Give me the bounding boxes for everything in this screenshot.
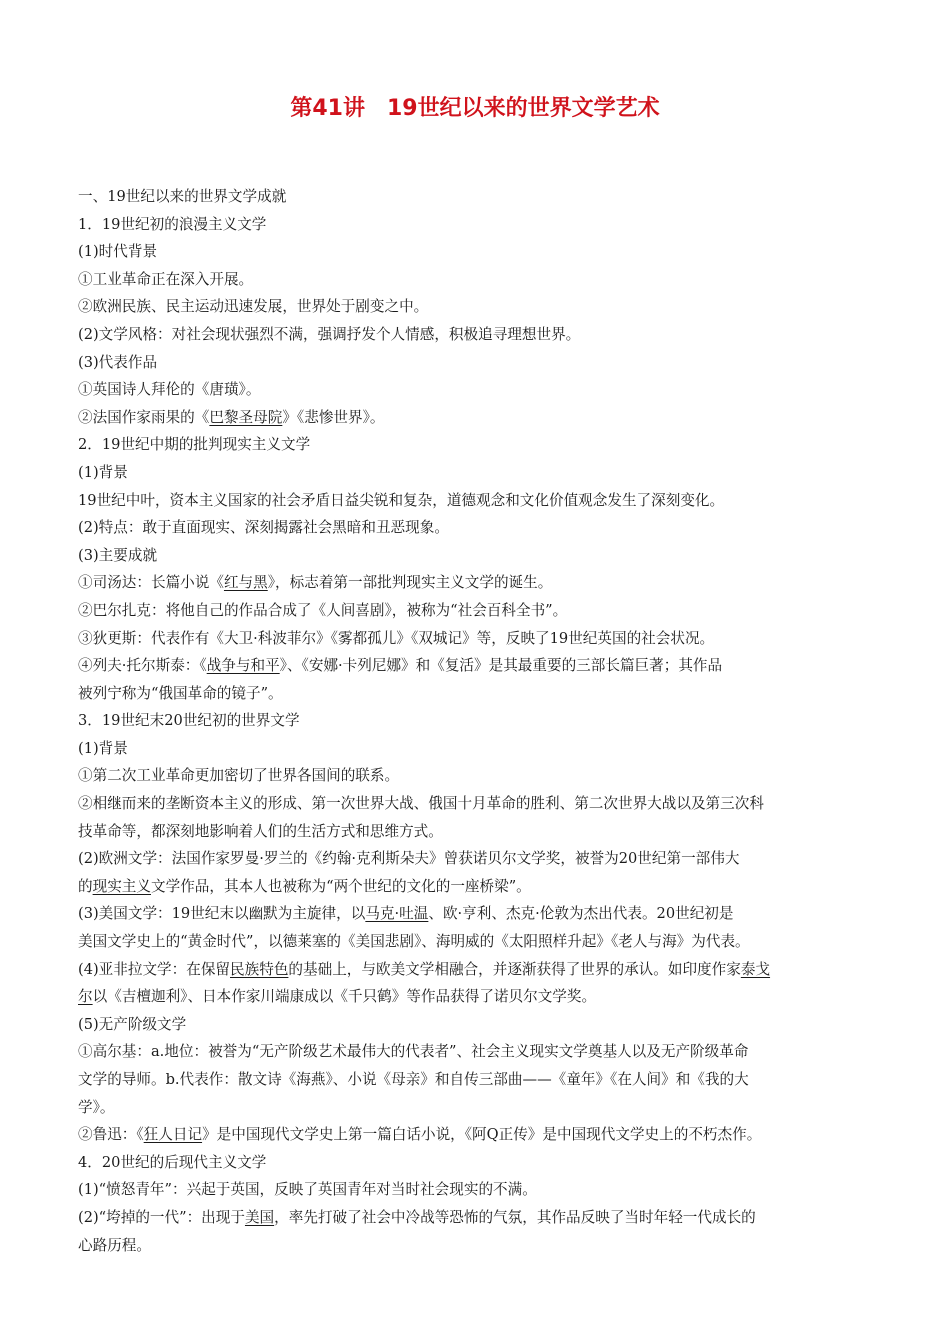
text-line <box>78 735 878 763</box>
text-line <box>78 487 878 515</box>
text-line <box>78 873 878 901</box>
text-segment: 的基础上，与欧美文学相融合，并逐渐获得了世界的承认。如印度作家 <box>288 960 741 978</box>
text-line <box>78 404 878 432</box>
text-segment: 、欧·亨利、杰克·伦敦为杰出代表。20世纪初是 <box>428 905 734 923</box>
text-segment: 学》。 <box>78 1098 115 1116</box>
text-segment: (5)无产阶级文学 <box>78 1015 187 1033</box>
text-line <box>78 1011 878 1039</box>
text-segment: 的 <box>78 877 93 895</box>
underlined-term: 美国 <box>244 1208 275 1226</box>
text-line <box>78 956 878 984</box>
text-line <box>78 1176 878 1204</box>
text-line <box>78 569 878 597</box>
text-line <box>78 542 878 570</box>
text-line <box>78 459 878 487</box>
text-segment: 4．20世纪的后现代主义文学 <box>78 1153 267 1171</box>
text-line <box>78 625 878 653</box>
text-segment: ②欧洲民族、民主运动迅速发展，世界处于剧变之中。 <box>78 298 429 316</box>
text-segment: 2．19世纪中期的批判现实主义文学 <box>78 436 311 454</box>
text-segment: (4)亚非拉文学：在保留 <box>78 960 231 978</box>
text-segment: 文学作品，其本人也被称为“两个世纪的文化的一座桥梁”。 <box>151 877 531 895</box>
text-segment: ，率先打破了社会中冷战等恐怖的气氛，其作品反映了当时年轻一代成长的 <box>274 1208 756 1226</box>
text-line <box>78 321 878 349</box>
text-line <box>78 652 878 680</box>
text-segment: 以《吉檀迦利》、日本作家川端康成以《千只鹤》等作品获得了诺贝尔文学奖。 <box>92 988 597 1006</box>
text-segment: 1．19世纪初的浪漫主义文学 <box>78 215 267 233</box>
text-line <box>78 1094 878 1122</box>
text-segment: 心路历程。 <box>78 1236 151 1254</box>
text-segment: ③狄更斯：代表作有《大卫·科波菲尔》《雾都孤儿》《双城记》等，反映了19世纪英国的社会状况。 <box>78 629 715 647</box>
text-segment: (2)“垮掉的一代”：出现于 <box>78 1208 245 1226</box>
text-line <box>78 680 878 708</box>
text-segment: (2)欧洲文学：法国作家罗曼·罗兰的《约翰·克利斯朵夫》曾获诺贝尔文学奖，被誉为20世纪第一部伟大 <box>78 850 740 868</box>
text-line <box>78 293 878 321</box>
text-line <box>78 790 878 818</box>
text-segment: ①工业革命正在深入开展。 <box>78 270 254 288</box>
text-line <box>78 211 878 239</box>
underlined-term: 民族特色 <box>230 960 289 978</box>
text-segment: 》、《安娜·卡列尼娜》和《复活》是其最重要的三部长篇巨著；其作品 <box>279 657 723 675</box>
text-segment: (1)背景 <box>78 739 128 757</box>
text-segment: ①第二次工业革命更加密切了世界各国间的联系。 <box>78 767 400 785</box>
underlined-term: 马克·吐温 <box>365 905 429 923</box>
document-body <box>78 183 878 1259</box>
text-segment: 》是中国现代文学史上第一篇白话小说，《阿Q正传》是中国现代文学史上的不朽杰作。 <box>202 1126 762 1144</box>
text-line <box>78 818 878 846</box>
text-line <box>78 431 878 459</box>
underlined-term: 巴黎圣母院 <box>209 408 283 426</box>
text-line <box>78 266 878 294</box>
text-segment: 》《悲惨世界》。 <box>282 408 385 426</box>
text-line <box>78 1204 878 1232</box>
text-line <box>78 1232 878 1260</box>
text-segment: (2)文学风格：对社会现状强烈不满，强调抒发个人情感，积极追寻理想世界。 <box>78 325 581 343</box>
text-segment: (1)背景 <box>78 463 128 481</box>
text-segment: ①司汤达：长篇小说《 <box>78 574 224 592</box>
text-line <box>78 183 878 211</box>
text-line <box>78 1066 878 1094</box>
text-segment: (3)主要成就 <box>78 546 158 564</box>
text-line <box>78 928 878 956</box>
text-segment: 技革命等，都深刻地影响着人们的生活方式和思维方式。 <box>78 822 443 840</box>
underlined-term: 现实主义 <box>92 877 151 895</box>
text-line <box>78 1121 878 1149</box>
text-segment: ②法国作家雨果的《 <box>78 408 210 426</box>
text-line <box>78 845 878 873</box>
text-segment: 3．19世纪末20世纪初的世界文学 <box>78 712 300 730</box>
text-segment: 》，标志着第一部批判现实主义文学的诞生。 <box>267 574 553 592</box>
text-segment: 19世纪中叶，资本主义国家的社会矛盾日益尖锐和复杂，道德观念和文化价值观念发生了深刻变化。 <box>78 491 725 509</box>
text-line <box>78 376 878 404</box>
text-line <box>78 514 878 542</box>
text-segment: ②鲁迅：《 <box>78 1126 144 1144</box>
text-segment: ①高尔基：a.地位：被誉为“无产阶级艺术最伟大的代表者”、社会主义现实文学奠基人以及无产阶级革命 <box>78 1043 749 1061</box>
text-segment: (3)代表作品 <box>78 353 158 371</box>
underlined-term: 红与黑 <box>223 574 268 592</box>
text-line <box>78 707 878 735</box>
text-line <box>78 597 878 625</box>
text-segment: 文学的导师。b.代表作：散文诗《海燕》、小说《母亲》和自传三部曲——《童年》《在人间》和《我的大 <box>78 1071 749 1088</box>
underlined-term: 尔 <box>78 988 93 1006</box>
text-line <box>78 1038 878 1066</box>
page-title: 第41讲 19世纪以来的世界文学艺术 <box>290 96 660 121</box>
text-line <box>78 762 878 790</box>
underlined-term: 泰戈 <box>740 960 771 978</box>
text-line <box>78 238 878 266</box>
text-segment: ①英国诗人拜伦的《唐璜》。 <box>78 381 261 399</box>
underlined-term: 狂人日记 <box>143 1126 203 1144</box>
text-segment: (2)特点：敢于直面现实、深刻揭露社会黑暗和丑恶现象。 <box>78 519 449 537</box>
text-segment: 一、19世纪以来的世界文学成就 <box>78 188 287 205</box>
text-line <box>78 983 878 1011</box>
text-line <box>78 900 878 928</box>
text-segment: ④列夫·托尔斯泰：《 <box>78 657 207 675</box>
text-segment: (3)美国文学：19世纪末以幽默为主旋律，以 <box>78 905 366 923</box>
text-segment: ②巴尔扎克：将他自己的作品合成了《人间喜剧》，被称为“社会百科全书”。 <box>78 601 568 619</box>
text-segment: 美国文学史上的“黄金时代”，以德莱塞的《美国悲剧》、海明威的《太阳照样升起》《老人与海》为代表。 <box>78 933 750 951</box>
text-segment: (1)时代背景 <box>78 243 158 261</box>
underlined-term: 战争与和平 <box>206 657 280 675</box>
text-segment: 被列宁称为“俄国革命的镜子”。 <box>78 684 283 702</box>
text-segment: (1)“愤怒青年”：兴起于英国，反映了英国青年对当时社会现实的不满。 <box>78 1181 537 1199</box>
text-line <box>78 1149 878 1177</box>
text-segment: ②相继而来的垄断资本主义的形成、第一次世界大战、俄国十月革命的胜利、第二次世界大战以及第三次科 <box>78 795 764 813</box>
text-line <box>78 349 878 377</box>
